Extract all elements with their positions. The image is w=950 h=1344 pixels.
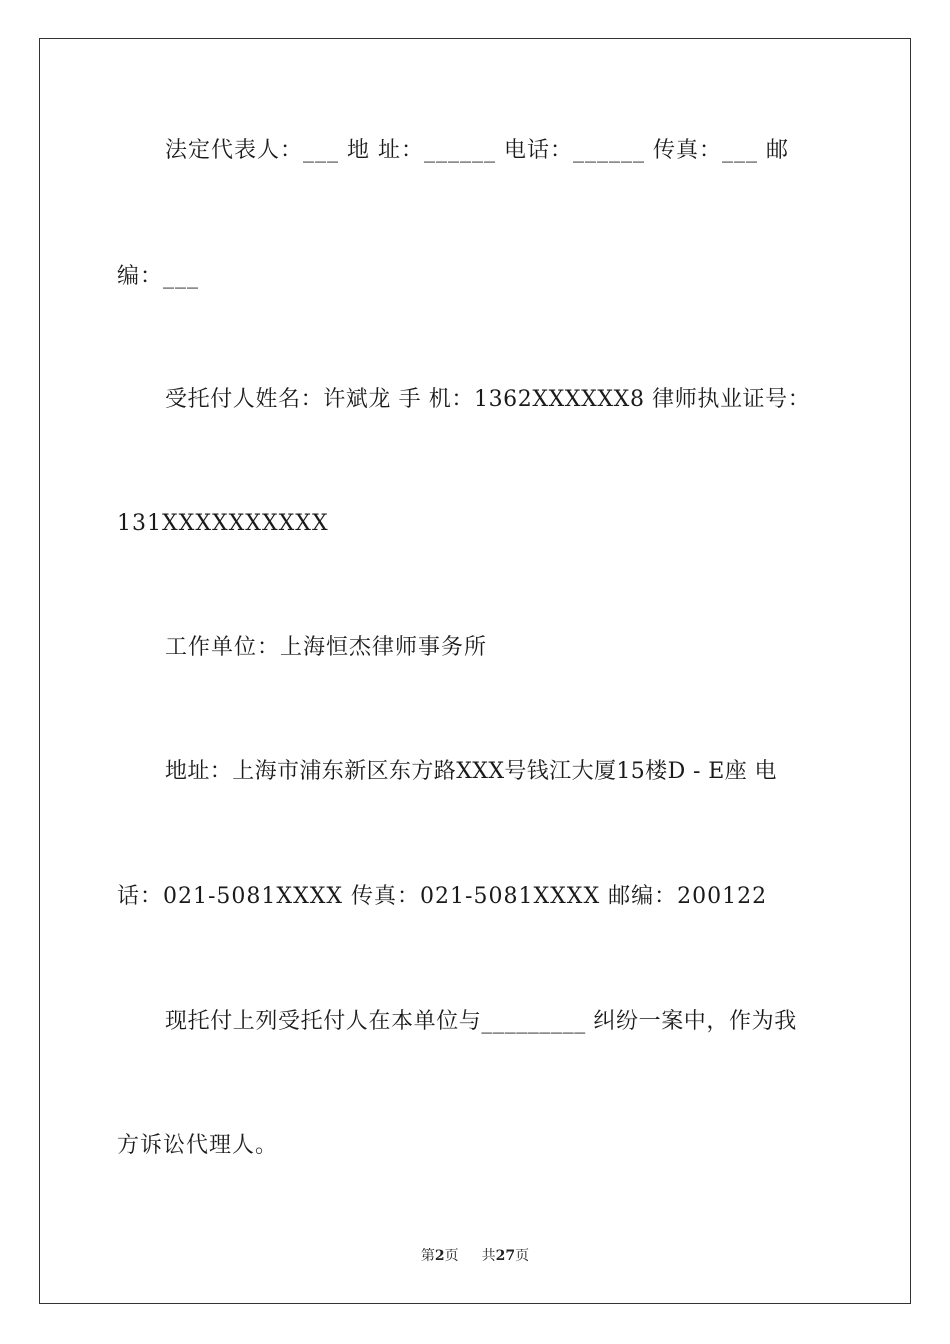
authorization-line: 现托付上列受托付人在本单位与_________ 纠纷一案中，作为我 (165, 1009, 797, 1034)
contact-line: 话：021-5081XXXX 传真：021-5081XXXX 邮编：200122 (117, 884, 768, 909)
address-line: 地址：上海市浦东新区东方路XXX号钱江大厦15楼D - E座 电 (165, 759, 777, 784)
legal-representative-line: 法定代表人：___ 地 址：______ 电话：______ 传真：___ 邮 (165, 138, 789, 163)
page-border (39, 38, 911, 1304)
page-suffix: 页 (444, 1248, 459, 1264)
authorization-line-end: 方诉讼代理人。 (117, 1133, 279, 1158)
current-page-number: 2 (434, 1248, 445, 1264)
license-number-line: 131XXXXXXXXXX (117, 511, 329, 536)
total-page-count: 27 (495, 1248, 516, 1264)
postcode-line: 编：___ (117, 264, 200, 289)
total-prefix: 共 (481, 1248, 496, 1264)
work-unit-line: 工作单位：上海恒杰律师事务所 (165, 635, 488, 660)
total-suffix: 页 (515, 1248, 530, 1264)
page-prefix: 第 (420, 1248, 435, 1264)
page-footer (0, 1246, 950, 1266)
agent-name-line: 受托付人姓名：许斌龙 手 机：1362XXXXXX8 律师执业证号： (165, 387, 811, 412)
